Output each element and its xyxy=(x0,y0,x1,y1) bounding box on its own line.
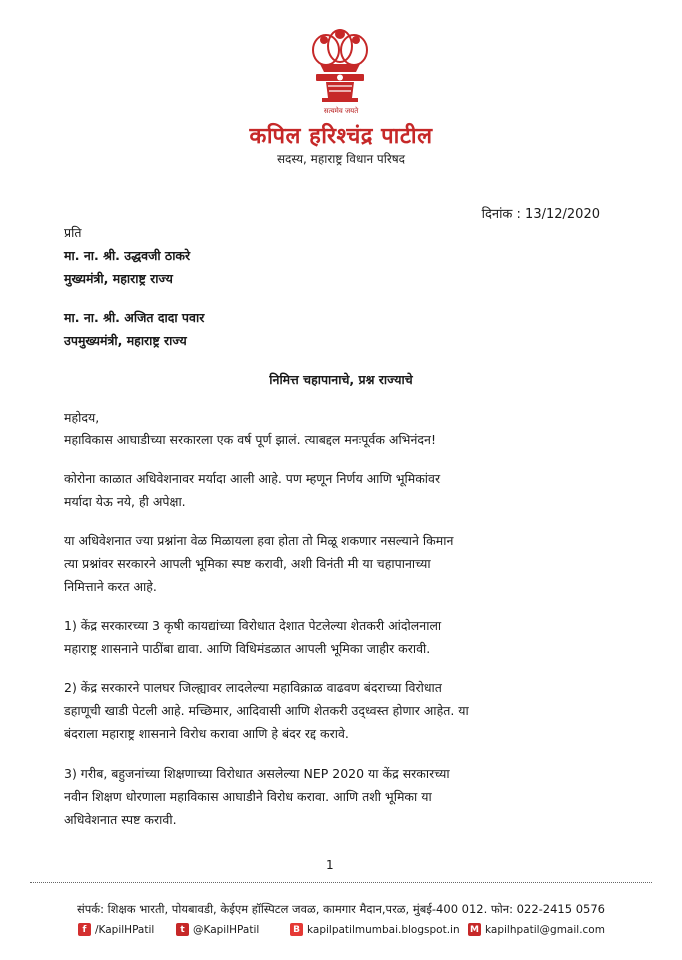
blog-link[interactable] xyxy=(290,923,460,936)
blogger-icon: B xyxy=(290,923,303,936)
point-3-line: 3) गरीब, बहुजनांच्या शिक्षणाच्या विरोधात असलेल्या NEP 2020 या केंद्र सरकारच्या xyxy=(64,766,450,781)
addressee-1-title: मुख्यमंत्री, महाराष्ट्र राज्य xyxy=(64,271,173,286)
paragraph-3-line: निमित्ताने करत आहे. xyxy=(64,579,157,594)
point-2-line: डहाणूची खाडी पेटली आहे. मच्छिमार, आदिवासी आणि शेतकरी उद्ध्वस्त होणार आहेत. या xyxy=(64,703,469,718)
letter-subject: निमित्त चहापानाचे, प्रश्न राज्याचे xyxy=(269,372,413,387)
paragraph-3-line: या अधिवेशनात ज्या प्रश्नांना वेळ मिळायला हवा होता तो मिळू शकणार नसल्याने किमान xyxy=(64,533,454,548)
footer-contact: संपर्क: शिक्षक भारती, पोयबावडी, केईएम हॉस्पिटल जवळ, कामगार मैदान,परळ, मुंबई-400 012. फोन: 022-2415 0576 xyxy=(77,902,605,916)
addressee-1-name: मा. ना. श्री. उद्धवजी ठाकरे xyxy=(64,248,191,263)
facebook-icon: f xyxy=(78,923,91,936)
facebook-handle: /KapilHPatil xyxy=(95,923,155,936)
addressee-2-name: मा. ना. श्री. अजित दादा पवार xyxy=(64,310,205,325)
page-number: 1 xyxy=(326,858,334,872)
twitter-handle: @KapilHPatil xyxy=(193,923,260,936)
email-link[interactable] xyxy=(468,923,605,936)
blog-url: kapilpatilmumbai.blogspot.in xyxy=(307,923,460,936)
facebook-link[interactable] xyxy=(78,923,154,936)
point-2-line: बंदराला महाराष्ट्र शासनाने विरोध करावा आणि हे बंदर रद्द करावे. xyxy=(64,726,349,741)
prati-label: प्रति xyxy=(64,225,82,240)
emblem-motto: सत्यमेव जयते xyxy=(323,107,359,115)
national-emblem-icon xyxy=(306,20,374,110)
paragraph-2-line: कोरोना काळात अधिवेशनावर मर्यादा आली आहे. पण म्हणून निर्णय आणि भूमिकांवर xyxy=(64,471,441,486)
letter-date: दिनांक : 13/12/2020 xyxy=(481,207,600,222)
point-3-line: अधिवेशनात स्पष्ट करावी. xyxy=(64,812,177,827)
paragraph-1: महाविकास आघाडीच्या सरकारला एक वर्ष पूर्ण झालं. त्याबद्दल मनःपूर्वक अभिनंदन! xyxy=(64,432,436,447)
gmail-icon: M xyxy=(468,923,481,936)
twitter-icon: t xyxy=(176,923,189,936)
email-address: kapilhpatil@gmail.com xyxy=(485,923,605,936)
twitter-link[interactable] xyxy=(176,923,259,936)
point-1-line: महाराष्ट्र शासनाने पाठींबा द्यावा. आणि विधिमंडळात आपली भूमिका जाहीर करावी. xyxy=(64,641,431,656)
letterhead-designation: सदस्य, महाराष्ट्र विधान परिषद xyxy=(276,152,406,166)
letterhead-name: कपिल हरिश्चंद्र पाटील xyxy=(249,124,433,149)
point-2-line: 2) केंद्र सरकारने पालघर जिल्ह्यावर लादलेल्या महाविक्राळ वाढवण बंदराच्या विरोधात xyxy=(64,680,442,695)
footer-divider xyxy=(30,882,652,883)
paragraph-3-line: त्या प्रश्नांवर सरकारने आपली भूमिका स्पष्ट करावी, अशी विनंती मी या चहापानाच्या xyxy=(64,556,431,571)
paragraph-2-line: मर्यादा येऊ नये, ही अपेक्षा. xyxy=(64,494,186,509)
addressee-2-title: उपमुख्यमंत्री, महाराष्ट्र राज्य xyxy=(64,333,187,348)
salutation: महोदय, xyxy=(64,410,100,425)
point-3-line: नवीन शिक्षण धोरणाला महाविकास आघाडीने विरोध करावा. आणि तशी भूमिका या xyxy=(64,789,432,804)
point-1-line: 1) केंद्र सरकारच्या 3 कृषी कायद्यांच्या विरोधात देशात पेटलेल्या शेतकरी आंदोलनाला xyxy=(64,618,442,633)
